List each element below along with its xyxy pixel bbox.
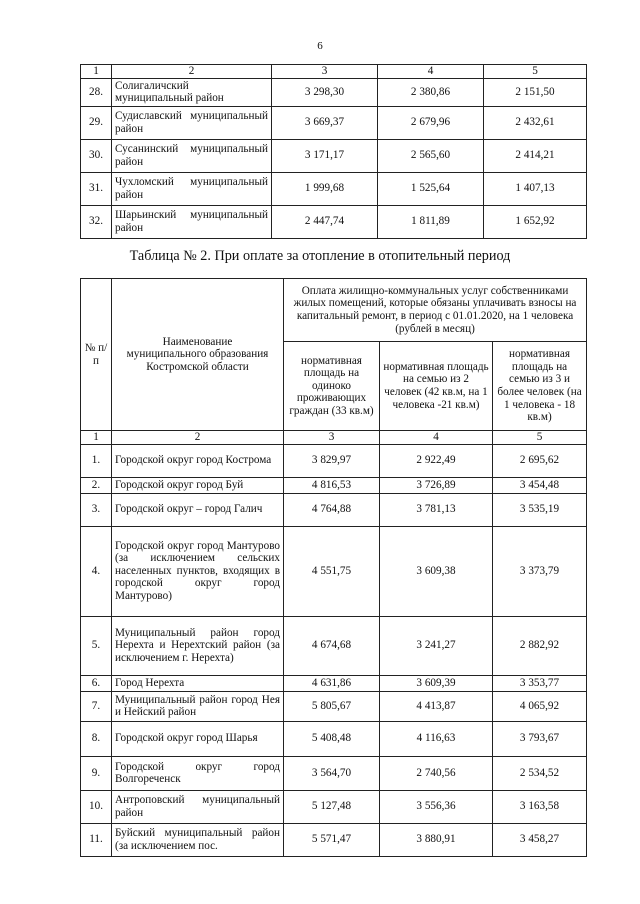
value-three-plus: 1 407,13 <box>484 172 587 205</box>
row-number: 32. <box>81 205 112 238</box>
header-three-plus: нормативная площадь на семью из 3 и более человек (на 1 человека - 18 кв.м) <box>493 342 587 431</box>
row-number: 8. <box>81 721 112 756</box>
value-two-people: 4 413,87 <box>380 691 493 721</box>
value-single: 4 764,88 <box>284 493 380 526</box>
col-number: 5 <box>484 65 587 79</box>
value-two-people: 4 116,63 <box>380 721 493 756</box>
value-two-people: 1 525,64 <box>378 172 484 205</box>
municipality-name: Городской округ город Шарья <box>112 721 284 756</box>
column-numbers-row <box>81 431 587 445</box>
value-two-people: 3 556,36 <box>380 790 493 823</box>
value-single: 3 669,37 <box>272 106 378 139</box>
value-single: 5 127,48 <box>284 790 380 823</box>
value-single: 2 447,74 <box>272 205 378 238</box>
value-three-plus: 2 432,61 <box>484 106 587 139</box>
value-two-people: 1 811,89 <box>378 205 484 238</box>
value-three-plus: 3 163,58 <box>493 790 587 823</box>
table-row <box>81 172 587 205</box>
value-two-people: 2 922,49 <box>380 444 493 477</box>
row-number: 11. <box>81 823 112 856</box>
table-row <box>81 205 587 238</box>
row-number: 9. <box>81 756 112 790</box>
municipality-name: Судиславский муниципальный район <box>112 106 272 139</box>
value-three-plus: 3 535,19 <box>493 493 587 526</box>
value-two-people: 2 565,60 <box>378 139 484 172</box>
value-three-plus: 3 793,67 <box>493 721 587 756</box>
row-number: 2. <box>81 477 112 493</box>
value-two-people: 2 679,96 <box>378 106 484 139</box>
col-number: 4 <box>380 431 493 445</box>
value-single: 1 999,68 <box>272 172 378 205</box>
row-number: 7. <box>81 691 112 721</box>
value-three-plus: 2 414,21 <box>484 139 587 172</box>
municipality-name: Чухломский муниципальный район <box>112 172 272 205</box>
table-2-caption: Таблица № 2. При оплате за отопление в отопительный период <box>129 248 511 264</box>
row-number: 4. <box>81 526 112 616</box>
value-single: 3 829,97 <box>284 444 380 477</box>
row-number: 5. <box>81 616 112 675</box>
row-number: 10. <box>81 790 112 823</box>
value-three-plus: 3 373,79 <box>493 526 587 616</box>
header-two-people: нормативная площадь на семью из 2 человек (42 кв.м, на 1 человека -21 кв.м) <box>380 342 493 431</box>
value-three-plus: 1 652,92 <box>484 205 587 238</box>
table-row <box>81 691 587 721</box>
value-two-people: 2 740,56 <box>380 756 493 790</box>
value-three-plus: 2 534,52 <box>493 756 587 790</box>
table-row <box>81 493 587 526</box>
value-two-people: 3 609,38 <box>380 526 493 616</box>
municipality-name: Муниципальный район город Нея и Нейский район <box>112 691 284 721</box>
municipality-name: Город Нерехта <box>112 675 284 691</box>
col-number: 4 <box>378 65 484 79</box>
col-number: 1 <box>81 431 112 445</box>
municipality-name: Городской округ город Буй <box>112 477 284 493</box>
col-number: 5 <box>493 431 587 445</box>
value-single: 5 805,67 <box>284 691 380 721</box>
table-row <box>81 790 587 823</box>
table-row <box>81 526 587 616</box>
value-single: 3 564,70 <box>284 756 380 790</box>
value-single: 3 298,30 <box>272 78 378 106</box>
table-row <box>81 477 587 493</box>
municipality-name: Буйский муниципальный район (за исключением пос. <box>112 823 284 856</box>
row-number: 3. <box>81 493 112 526</box>
row-number: 29. <box>81 106 112 139</box>
value-single: 5 408,48 <box>284 721 380 756</box>
value-single: 4 551,75 <box>284 526 380 616</box>
value-two-people: 3 880,91 <box>380 823 493 856</box>
column-numbers-row <box>81 65 587 79</box>
value-single: 4 631,86 <box>284 675 380 691</box>
value-three-plus: 2 882,92 <box>493 616 587 675</box>
row-number: 30. <box>81 139 112 172</box>
value-three-plus: 3 454,48 <box>493 477 587 493</box>
municipality-name: Солигаличский муниципальный район <box>112 78 272 106</box>
table-row <box>81 756 587 790</box>
value-single: 5 571,47 <box>284 823 380 856</box>
value-single: 3 171,17 <box>272 139 378 172</box>
municipality-name: Муниципальный район город Нерехта и Нерехтский район (за исключением г. Нерехта) <box>112 616 284 675</box>
row-number: 6. <box>81 675 112 691</box>
table-row <box>81 823 587 856</box>
header-municipality: Наименование муниципального образования Костромской области <box>112 279 284 431</box>
table-row <box>81 78 587 106</box>
municipality-name: Городской округ город Волгореченск <box>112 756 284 790</box>
page-number: 6 <box>317 40 323 52</box>
value-two-people: 2 380,86 <box>378 78 484 106</box>
col-number: 2 <box>112 65 272 79</box>
table-row <box>81 616 587 675</box>
municipality-name: Городской округ – город Галич <box>112 493 284 526</box>
row-number: 1. <box>81 444 112 477</box>
header-single: нормативная площадь на одиноко проживающих граждан (33 кв.м) <box>284 342 380 431</box>
table-row <box>81 675 587 691</box>
municipality-name: Городской округ город Мантурово (за исключением сельских населенных пунктов, входящих в городской округ город Мантурово) <box>112 526 284 616</box>
header-row <box>81 279 587 342</box>
value-two-people: 3 781,13 <box>380 493 493 526</box>
table-2 <box>80 278 587 857</box>
value-three-plus: 2 151,50 <box>484 78 587 106</box>
value-single: 4 674,68 <box>284 616 380 675</box>
value-two-people: 3 609,39 <box>380 675 493 691</box>
table-row <box>81 721 587 756</box>
table-row <box>81 106 587 139</box>
col-number: 1 <box>81 65 112 79</box>
row-number: 28. <box>81 78 112 106</box>
table-row <box>81 139 587 172</box>
value-single: 4 816,53 <box>284 477 380 493</box>
municipality-name: Шарьинский муниципальный район <box>112 205 272 238</box>
table-1-continuation <box>80 64 587 239</box>
municipality-name: Сусанинский муниципальный район <box>112 139 272 172</box>
value-three-plus: 2 695,62 <box>493 444 587 477</box>
value-two-people: 3 726,89 <box>380 477 493 493</box>
row-number: 31. <box>81 172 112 205</box>
municipality-name: Антроповский муниципальный район <box>112 790 284 823</box>
header-payment-group: Оплата жилищно-коммунальных услуг собственниками жилых помещений, которые обязаны уплачивать взносы на капитальный ремонт, в период с 01.01.2020, на 1 человека (рублей в месяц) <box>284 279 587 342</box>
col-number: 3 <box>272 65 378 79</box>
value-two-people: 3 241,27 <box>380 616 493 675</box>
table-row <box>81 444 587 477</box>
col-number: 3 <box>284 431 380 445</box>
municipality-name: Городской округ город Кострома <box>112 444 284 477</box>
value-three-plus: 4 065,92 <box>493 691 587 721</box>
value-three-plus: 3 353,77 <box>493 675 587 691</box>
col-number: 2 <box>112 431 284 445</box>
header-row-number: № п/п <box>81 279 112 431</box>
value-three-plus: 3 458,27 <box>493 823 587 856</box>
